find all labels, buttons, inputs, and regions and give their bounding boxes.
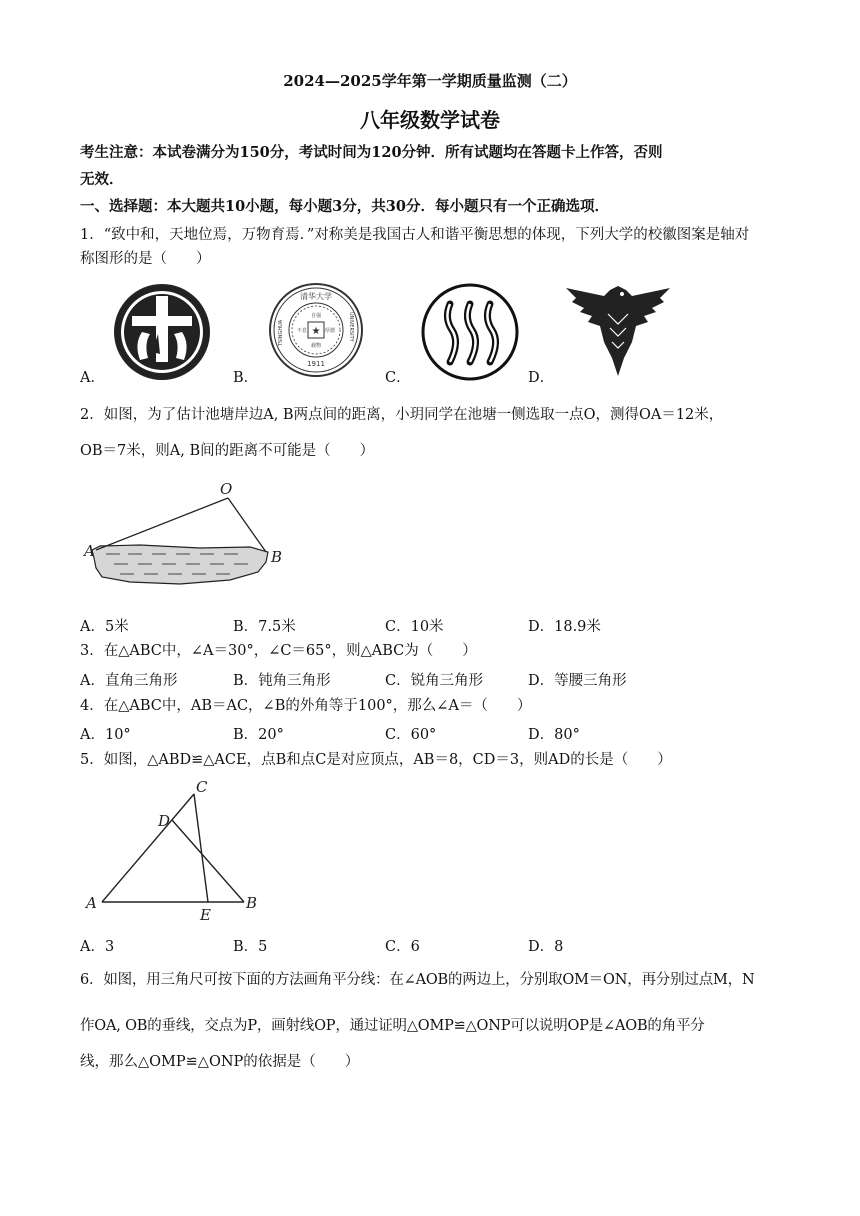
q4-stem: 4．在△ABC中，AB＝AC，∠B的外角等于100°，那么∠A＝（ ） xyxy=(80,698,532,714)
q1-stem-line2: 称图形的是（ ） xyxy=(80,251,211,267)
q5-stem: 5．如图，△ABD≌△ACE，点B和点C是对应顶点，AB＝8，CD＝3，则AD的长是（ ） xyxy=(80,752,672,768)
q2-stem-line1: 2．如图，为了估计池塘岸边A, B两点间的距离，小玥同学在池塘一侧选取一点O，测得OA＝12米， xyxy=(80,407,724,423)
q4-option-b[interactable]: B．20° xyxy=(233,727,284,743)
label-o: O xyxy=(220,480,233,498)
q5-option-d[interactable]: D．8 xyxy=(528,939,564,955)
logo-b-right-text: UNIVERSITY xyxy=(348,312,354,342)
logo-b-top-text: 清华大学 xyxy=(300,292,332,301)
notice-line2: 无效． xyxy=(80,171,124,188)
label-b: B xyxy=(246,894,258,912)
q1-option-c[interactable]: C． xyxy=(385,370,411,386)
q3-option-a[interactable]: A．直角三角形 xyxy=(80,673,178,689)
logo-b-center-3: 厚德 xyxy=(324,328,336,334)
segment-ob xyxy=(228,498,266,552)
logo-b-image xyxy=(268,282,364,378)
q4-option-d[interactable]: D．80° xyxy=(528,727,580,743)
pond-figure xyxy=(80,482,300,597)
paper-title: 八年级数学试卷 xyxy=(360,108,500,132)
q1-option-b[interactable]: B． xyxy=(233,370,259,386)
segment-oa xyxy=(96,498,228,550)
logo-a-image xyxy=(112,282,212,382)
logo-b-center-2: 不息 xyxy=(296,328,308,334)
logo-b-center-1: 自强 xyxy=(310,313,322,319)
label-b: B xyxy=(271,548,283,566)
q1-option-a[interactable]: A． xyxy=(80,370,105,386)
notice-line1: 考生注意：本试卷满分为150分，考试时间为120分钟．所有试题均在答题卡上作答，否则 xyxy=(80,144,663,161)
q4-option-a[interactable]: A．10° xyxy=(80,727,131,743)
logo-c-image xyxy=(420,282,520,382)
q2-stem-line2: OB＝7米，则A, B间的距离不可能是（ ） xyxy=(80,443,375,459)
label-c: C xyxy=(196,778,208,796)
label-a: A xyxy=(86,894,97,912)
q2-option-a[interactable]: A．5米 xyxy=(80,619,129,635)
q1-option-d[interactable]: D． xyxy=(528,370,555,386)
svg-text:★: ★ xyxy=(311,326,321,337)
label-a: A xyxy=(84,542,95,560)
triangle-figure xyxy=(84,778,274,923)
q1-stem-line1: 1．“致中和，天地位焉，万物育焉．”对称美是我国古人和谐平衡思想的体现，下列大学的校徽图案是轴对 xyxy=(80,227,750,243)
q3-option-c[interactable]: C．锐角三角形 xyxy=(385,673,484,689)
q3-option-d[interactable]: D．等腰三角形 xyxy=(528,673,627,689)
q5-option-c[interactable]: C．6 xyxy=(385,939,420,955)
section1-heading: 一、选择题：本大题共10小题，每小题3分，共30分．每小题只有一个正确选项． xyxy=(80,198,609,215)
q4-option-c[interactable]: C．60° xyxy=(385,727,437,743)
q2-option-d[interactable]: D．18.9米 xyxy=(528,619,601,635)
label-d: D xyxy=(158,812,171,830)
exam-title: 2024—2025学年第一学期质量监测（二） xyxy=(283,72,577,90)
logo-d-image xyxy=(564,284,672,378)
segment-ac xyxy=(102,794,194,902)
logo-b-center-4: 载物 xyxy=(310,343,322,349)
q3-stem: 3．在△ABC中，∠A＝30°，∠C＝65°，则△ABC为（ ） xyxy=(80,643,477,659)
q6-stem-line2: 作OA, OB的垂线，交点为P，画射线OP，通过证明△OMP≌△ONP可以说明OP是∠AOB的角平分 xyxy=(80,1018,705,1034)
q6-stem-line1: 6．如图，用三角尺可按下面的方法画角平分线：在∠AOB的两边上，分别取OM＝ON，再分别过点M，N xyxy=(80,972,755,988)
q5-option-b[interactable]: B．5 xyxy=(233,939,268,955)
logo-b-year: 1911 xyxy=(307,360,325,368)
logo-b-left-text: TSINGHUA xyxy=(278,319,284,346)
q6-stem-line3: 线，那么△OMP≌△ONP的依据是（ ） xyxy=(80,1054,360,1070)
q2-option-b[interactable]: B．7.5米 xyxy=(233,619,296,635)
label-e: E xyxy=(200,906,211,924)
q3-option-b[interactable]: B．钝角三角形 xyxy=(233,673,331,689)
q2-option-c[interactable]: C．10米 xyxy=(385,619,444,635)
segment-db xyxy=(172,820,244,902)
q5-option-a[interactable]: A．3 xyxy=(80,939,115,955)
